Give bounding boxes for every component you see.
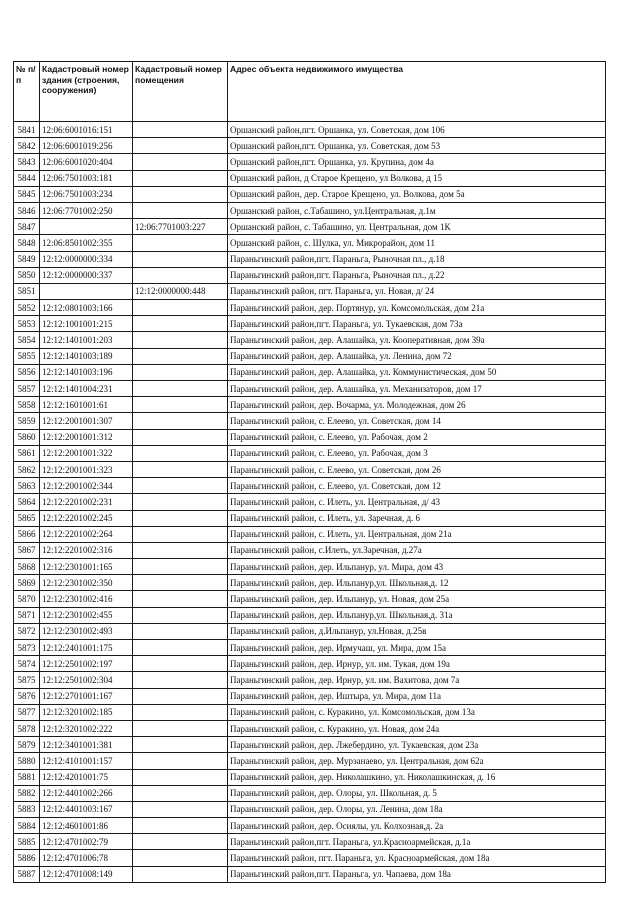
premises-cadastral-number-cell — [133, 559, 228, 575]
building-cadastral-number-cell: 12:12:1401004:231 — [40, 381, 133, 397]
table-row — [14, 413, 606, 429]
premises-cadastral-number-cell — [133, 316, 228, 332]
premises-cadastral-number-cell — [133, 640, 228, 656]
table-body — [14, 122, 606, 883]
table-row — [14, 364, 606, 380]
table-row — [14, 235, 606, 251]
header-building-cadastral-number: Кадастровый номер здания (строения, сооружения) — [40, 62, 133, 122]
table-row — [14, 348, 606, 364]
building-cadastral-number-cell: 12:12:0801003:166 — [40, 300, 133, 316]
address-cell: Параньгинский район,пгт. Параньга, Рыночная пл., д.22 — [228, 267, 606, 283]
table-row — [14, 397, 606, 413]
row-number-cell: 5842 — [14, 138, 40, 154]
row-number-cell: 5858 — [14, 397, 40, 413]
premises-cadastral-number-cell — [133, 688, 228, 704]
table-row — [14, 704, 606, 720]
building-cadastral-number-cell: 12:12:2301001:165 — [40, 559, 133, 575]
premises-cadastral-number-cell — [133, 461, 228, 477]
table-row — [14, 267, 606, 283]
table-row — [14, 494, 606, 510]
building-cadastral-number-cell: 12:12:1401003:189 — [40, 348, 133, 364]
premises-cadastral-number-cell — [133, 122, 228, 138]
building-cadastral-number-cell: 12:12:2301002:416 — [40, 591, 133, 607]
address-cell: Параньгинский район, пгт. Параньга, ул. Новая, д/ 24 — [228, 283, 606, 299]
premises-cadastral-number-cell — [133, 607, 228, 623]
row-number-cell: 5885 — [14, 834, 40, 850]
address-cell: Параньгинский район, дер. Ильпанур, ул. Новая, дом 25а — [228, 591, 606, 607]
row-number-cell: 5873 — [14, 640, 40, 656]
row-number-cell: 5872 — [14, 623, 40, 639]
premises-cadastral-number-cell — [133, 510, 228, 526]
row-number-cell: 5847 — [14, 219, 40, 235]
building-cadastral-number-cell — [40, 283, 133, 299]
building-cadastral-number-cell — [40, 219, 133, 235]
premises-cadastral-number-cell — [133, 235, 228, 251]
building-cadastral-number-cell: 12:12:1601001:61 — [40, 397, 133, 413]
row-number-cell: 5881 — [14, 769, 40, 785]
premises-cadastral-number-cell — [133, 186, 228, 202]
address-cell: Параньгинский район, дер. Алашайка, ул. Кооперативная, дом 39а — [228, 332, 606, 348]
address-cell: Оршанский район,пгт. Оршанка, ул. Советская, дом 53 — [228, 138, 606, 154]
building-cadastral-number-cell: 12:12:1401001:203 — [40, 332, 133, 348]
row-number-cell: 5855 — [14, 348, 40, 364]
table-header-row — [14, 62, 606, 122]
address-cell: Оршанский район, д Старое Крещено, ул Волкова, д 15 — [228, 170, 606, 186]
building-cadastral-number-cell: 12:12:4701002:79 — [40, 834, 133, 850]
address-cell: Параньгинский район, с.Илеть, ул.Заречная, д.27а — [228, 542, 606, 558]
premises-cadastral-number-cell — [133, 478, 228, 494]
building-cadastral-number-cell: 12:06:6001016:151 — [40, 122, 133, 138]
table-row — [14, 623, 606, 639]
premises-cadastral-number-cell — [133, 866, 228, 882]
table-row — [14, 186, 606, 202]
building-cadastral-number-cell: 12:12:2201002:264 — [40, 526, 133, 542]
premises-cadastral-number-cell — [133, 575, 228, 591]
row-number-cell: 5866 — [14, 526, 40, 542]
row-number-cell: 5845 — [14, 186, 40, 202]
address-cell: Параньгинский район, д.Ильпанур, ул.Новая, д.25в — [228, 623, 606, 639]
building-cadastral-number-cell: 12:12:4701006:78 — [40, 850, 133, 866]
building-cadastral-number-cell: 12:12:1001001:215 — [40, 316, 133, 332]
table-row — [14, 607, 606, 623]
address-cell: Параньгинский район, дер. Алашайка, ул. Коммунистическая, дом 50 — [228, 364, 606, 380]
row-number-cell: 5864 — [14, 494, 40, 510]
building-cadastral-number-cell: 12:12:2001001:312 — [40, 429, 133, 445]
address-cell: Параньгинский район, дер. Алашайка, ул. Механизаторов, дом 17 — [228, 381, 606, 397]
address-cell: Параньгинский район, дер. Олоры, ул. Школьная, д. 5 — [228, 785, 606, 801]
building-cadastral-number-cell: 12:12:3201002:222 — [40, 720, 133, 736]
table-row — [14, 559, 606, 575]
table-row — [14, 720, 606, 736]
premises-cadastral-number-cell — [133, 526, 228, 542]
premises-cadastral-number-cell — [133, 656, 228, 672]
address-cell: Параньгинский район, с. Куракино, ул. Комсомольская, дом 13а — [228, 704, 606, 720]
table-row — [14, 170, 606, 186]
table-row — [14, 785, 606, 801]
table-row — [14, 202, 606, 218]
table-row — [14, 753, 606, 769]
table-row — [14, 801, 606, 817]
building-cadastral-number-cell: 12:12:3401001:381 — [40, 737, 133, 753]
table-row — [14, 300, 606, 316]
building-cadastral-number-cell: 12:06:7701002:250 — [40, 202, 133, 218]
table-row — [14, 283, 606, 299]
building-cadastral-number-cell: 12:12:0000000:334 — [40, 251, 133, 267]
address-cell: Параньгинский район, дер. Олоры, ул. Ленина, дом 18а — [228, 801, 606, 817]
premises-cadastral-number-cell: 12:12:0000000:448 — [133, 283, 228, 299]
premises-cadastral-number-cell — [133, 154, 228, 170]
premises-cadastral-number-cell — [133, 494, 228, 510]
premises-cadastral-number-cell — [133, 170, 228, 186]
row-number-cell: 5859 — [14, 413, 40, 429]
building-cadastral-number-cell: 12:12:2301002:455 — [40, 607, 133, 623]
address-cell: Параньгинский район, дер. Ирмучаш, ул. Мира, дом 15а — [228, 640, 606, 656]
row-number-cell: 5862 — [14, 461, 40, 477]
table-row — [14, 138, 606, 154]
row-number-cell: 5870 — [14, 591, 40, 607]
row-number-cell: 5841 — [14, 122, 40, 138]
building-cadastral-number-cell: 12:06:8501002:355 — [40, 235, 133, 251]
row-number-cell: 5848 — [14, 235, 40, 251]
table-row — [14, 591, 606, 607]
address-cell: Оршанский район,пгт. Оршанка, ул. Советская, дом 106 — [228, 122, 606, 138]
table-row — [14, 461, 606, 477]
row-number-cell: 5879 — [14, 737, 40, 753]
table-row — [14, 429, 606, 445]
premises-cadastral-number-cell — [133, 138, 228, 154]
building-cadastral-number-cell: 12:06:7501003:181 — [40, 170, 133, 186]
address-cell: Оршанский район, с. Табашино, ул. Центральная, дом 1К — [228, 219, 606, 235]
property-table — [13, 61, 606, 883]
address-cell: Параньгинский район, дер. Ирнур, ул. им. Вахитова, дом 7а — [228, 672, 606, 688]
row-number-cell: 5883 — [14, 801, 40, 817]
premises-cadastral-number-cell: 12:06:7701003:227 — [133, 219, 228, 235]
header-row-number: № п/п — [14, 62, 40, 122]
premises-cadastral-number-cell — [133, 413, 228, 429]
table-row — [14, 316, 606, 332]
address-cell: Параньгинский район, с. Илеть, ул. Центральная, дом 21а — [228, 526, 606, 542]
row-number-cell: 5865 — [14, 510, 40, 526]
premises-cadastral-number-cell — [133, 397, 228, 413]
table-row — [14, 818, 606, 834]
header-address: Адрес объекта недвижимого имущества — [228, 62, 606, 122]
row-number-cell: 5843 — [14, 154, 40, 170]
building-cadastral-number-cell: 12:12:4401003:167 — [40, 801, 133, 817]
table-row — [14, 850, 606, 866]
premises-cadastral-number-cell — [133, 300, 228, 316]
address-cell: Параньгинский район,пгт. Параньга, ул. Тукаевская, дом 73а — [228, 316, 606, 332]
row-number-cell: 5857 — [14, 381, 40, 397]
table-row — [14, 672, 606, 688]
address-cell: Параньгинский район, с. Елеево, ул. Рабочая, дом 2 — [228, 429, 606, 445]
building-cadastral-number-cell: 12:06:6001020:404 — [40, 154, 133, 170]
premises-cadastral-number-cell — [133, 267, 228, 283]
building-cadastral-number-cell: 12:12:1401003:196 — [40, 364, 133, 380]
address-cell: Параньгинский район, с. Куракино, ул. Новая, дом 24а — [228, 720, 606, 736]
row-number-cell: 5850 — [14, 267, 40, 283]
premises-cadastral-number-cell — [133, 834, 228, 850]
address-cell: Параньгинский район,пгт. Параньга, ул.Красноармейская, д.1а — [228, 834, 606, 850]
table-row — [14, 478, 606, 494]
address-cell: Параньгинский район,пгт. Параньга, ул. Чапаева, дом 18а — [228, 866, 606, 882]
address-cell: Параньгинский район, дер. Алашайка, ул. Ленина, дом 72 — [228, 348, 606, 364]
building-cadastral-number-cell: 12:12:0000000:337 — [40, 267, 133, 283]
row-number-cell: 5868 — [14, 559, 40, 575]
building-cadastral-number-cell: 12:06:6001019:256 — [40, 138, 133, 154]
row-number-cell: 5853 — [14, 316, 40, 332]
table-row — [14, 575, 606, 591]
row-number-cell: 5882 — [14, 785, 40, 801]
premises-cadastral-number-cell — [133, 332, 228, 348]
address-cell: Параньгинский район,пгт. Параньга, Рыночная пл., д.18 — [228, 251, 606, 267]
address-cell: Оршанский район, дер. Старое Крещено, ул. Волкова, дом 5а — [228, 186, 606, 202]
building-cadastral-number-cell: 12:12:2701001:167 — [40, 688, 133, 704]
row-number-cell: 5860 — [14, 429, 40, 445]
building-cadastral-number-cell: 12:12:4601001:86 — [40, 818, 133, 834]
table-row — [14, 526, 606, 542]
address-cell: Параньгинский район, дер. Ильпанур, ул. Мира, дом 43 — [228, 559, 606, 575]
building-cadastral-number-cell: 12:12:2001001:322 — [40, 445, 133, 461]
building-cadastral-number-cell: 12:12:2501002:304 — [40, 672, 133, 688]
row-number-cell: 5887 — [14, 866, 40, 882]
address-cell: Параньгинский район, с. Елеево, ул. Советская, дом 14 — [228, 413, 606, 429]
row-number-cell: 5856 — [14, 364, 40, 380]
row-number-cell: 5878 — [14, 720, 40, 736]
premises-cadastral-number-cell — [133, 445, 228, 461]
premises-cadastral-number-cell — [133, 704, 228, 720]
table-row — [14, 332, 606, 348]
address-cell: Параньгинский район, с. Илеть, ул. Заречная, д. 6 — [228, 510, 606, 526]
row-number-cell: 5863 — [14, 478, 40, 494]
building-cadastral-number-cell: 12:12:4101001:157 — [40, 753, 133, 769]
address-cell: Параньгинский район, дер. Вочарма, ул. Молодежная, дом 26 — [228, 397, 606, 413]
building-cadastral-number-cell: 12:12:2501002:197 — [40, 656, 133, 672]
premises-cadastral-number-cell — [133, 542, 228, 558]
address-cell: Параньгинский район, с. Елеево, ул. Советская, дом 12 — [228, 478, 606, 494]
building-cadastral-number-cell: 12:12:2201002:231 — [40, 494, 133, 510]
address-cell: Параньгинский район, дер. Портянур, ул. Комсомольская, дом 21а — [228, 300, 606, 316]
building-cadastral-number-cell: 12:12:2201002:316 — [40, 542, 133, 558]
table-row — [14, 640, 606, 656]
table-row — [14, 445, 606, 461]
table-row — [14, 769, 606, 785]
premises-cadastral-number-cell — [133, 251, 228, 267]
table-row — [14, 656, 606, 672]
building-cadastral-number-cell: 12:12:2001001:323 — [40, 461, 133, 477]
row-number-cell: 5844 — [14, 170, 40, 186]
premises-cadastral-number-cell — [133, 720, 228, 736]
row-number-cell: 5851 — [14, 283, 40, 299]
address-cell: Параньгинский район, дер. Ильпанур,ул. Школьная,д. 12 — [228, 575, 606, 591]
premises-cadastral-number-cell — [133, 850, 228, 866]
table-row — [14, 510, 606, 526]
table-row — [14, 737, 606, 753]
building-cadastral-number-cell: 12:12:4701008:149 — [40, 866, 133, 882]
table-row — [14, 251, 606, 267]
building-cadastral-number-cell: 12:12:2201002:245 — [40, 510, 133, 526]
address-cell: Параньгинский район, дер. Николашкино, ул. Николашкинская, д. 16 — [228, 769, 606, 785]
row-number-cell: 5871 — [14, 607, 40, 623]
row-number-cell: 5869 — [14, 575, 40, 591]
building-cadastral-number-cell: 12:12:2301002:350 — [40, 575, 133, 591]
row-number-cell: 5854 — [14, 332, 40, 348]
address-cell: Параньгинский район, дер. Ильпанур,ул. Школьная,д. 31а — [228, 607, 606, 623]
row-number-cell: 5875 — [14, 672, 40, 688]
table-row — [14, 688, 606, 704]
premises-cadastral-number-cell — [133, 348, 228, 364]
address-cell: Параньгинский район, дер. Мурзанаево, ул. Центральная, дом 62а — [228, 753, 606, 769]
address-cell: Параньгинский район, с. Илеть, ул. Центральная, д/ 43 — [228, 494, 606, 510]
address-cell: Оршанский район, с. Шулка, ул. Микрорайон, дом 11 — [228, 235, 606, 251]
building-cadastral-number-cell: 12:12:2001002:344 — [40, 478, 133, 494]
table-row — [14, 834, 606, 850]
building-cadastral-number-cell: 12:12:2401001:175 — [40, 640, 133, 656]
premises-cadastral-number-cell — [133, 591, 228, 607]
address-cell: Параньгинский район, пгт. Параньга, ул. Красноармейская, дом 18а — [228, 850, 606, 866]
address-cell: Параньгинский район, с. Елеево, ул. Советская, дом 26 — [228, 461, 606, 477]
premises-cadastral-number-cell — [133, 737, 228, 753]
row-number-cell: 5867 — [14, 542, 40, 558]
premises-cadastral-number-cell — [133, 429, 228, 445]
table-row — [14, 122, 606, 138]
building-cadastral-number-cell: 12:12:2001001:307 — [40, 413, 133, 429]
address-cell: Параньгинский район, с. Елеево, ул. Рабочая, дом 3 — [228, 445, 606, 461]
premises-cadastral-number-cell — [133, 785, 228, 801]
premises-cadastral-number-cell — [133, 364, 228, 380]
address-cell: Параньгинский район, дер. Лжебердино, ул. Тукаевская, дом 23а — [228, 737, 606, 753]
table-row — [14, 154, 606, 170]
premises-cadastral-number-cell — [133, 202, 228, 218]
address-cell: Оршанский район, с.Табашино, ул.Центральная, д.1м — [228, 202, 606, 218]
building-cadastral-number-cell: 12:12:4201001:75 — [40, 769, 133, 785]
row-number-cell: 5876 — [14, 688, 40, 704]
premises-cadastral-number-cell — [133, 818, 228, 834]
address-cell: Параньгинский район, дер. Осиялы, ул. Колхозная,д. 2а — [228, 818, 606, 834]
row-number-cell: 5886 — [14, 850, 40, 866]
address-cell: Параньгинский район, дер. Иштыра, ул. Мира, дом 11а — [228, 688, 606, 704]
address-cell: Оршанский район,пгт. Оршанка, ул. Крупина, дом 4а — [228, 154, 606, 170]
building-cadastral-number-cell: 12:06:7501003:234 — [40, 186, 133, 202]
table-row — [14, 381, 606, 397]
premises-cadastral-number-cell — [133, 623, 228, 639]
row-number-cell: 5874 — [14, 656, 40, 672]
premises-cadastral-number-cell — [133, 672, 228, 688]
row-number-cell: 5861 — [14, 445, 40, 461]
building-cadastral-number-cell: 12:12:2301002:493 — [40, 623, 133, 639]
address-cell: Параньгинский район, дер. Ирнур, ул. им. Тукая, дом 19а — [228, 656, 606, 672]
building-cadastral-number-cell: 12:12:3201002:185 — [40, 704, 133, 720]
row-number-cell: 5846 — [14, 202, 40, 218]
premises-cadastral-number-cell — [133, 769, 228, 785]
row-number-cell: 5880 — [14, 753, 40, 769]
table-row — [14, 866, 606, 882]
building-cadastral-number-cell: 12:12:4401002:266 — [40, 785, 133, 801]
premises-cadastral-number-cell — [133, 801, 228, 817]
premises-cadastral-number-cell — [133, 381, 228, 397]
premises-cadastral-number-cell — [133, 753, 228, 769]
header-premises-cadastral-number: Кадастровый номер помещения — [133, 62, 228, 122]
table-row — [14, 542, 606, 558]
row-number-cell: 5877 — [14, 704, 40, 720]
table-row — [14, 219, 606, 235]
row-number-cell: 5849 — [14, 251, 40, 267]
row-number-cell: 5852 — [14, 300, 40, 316]
row-number-cell: 5884 — [14, 818, 40, 834]
